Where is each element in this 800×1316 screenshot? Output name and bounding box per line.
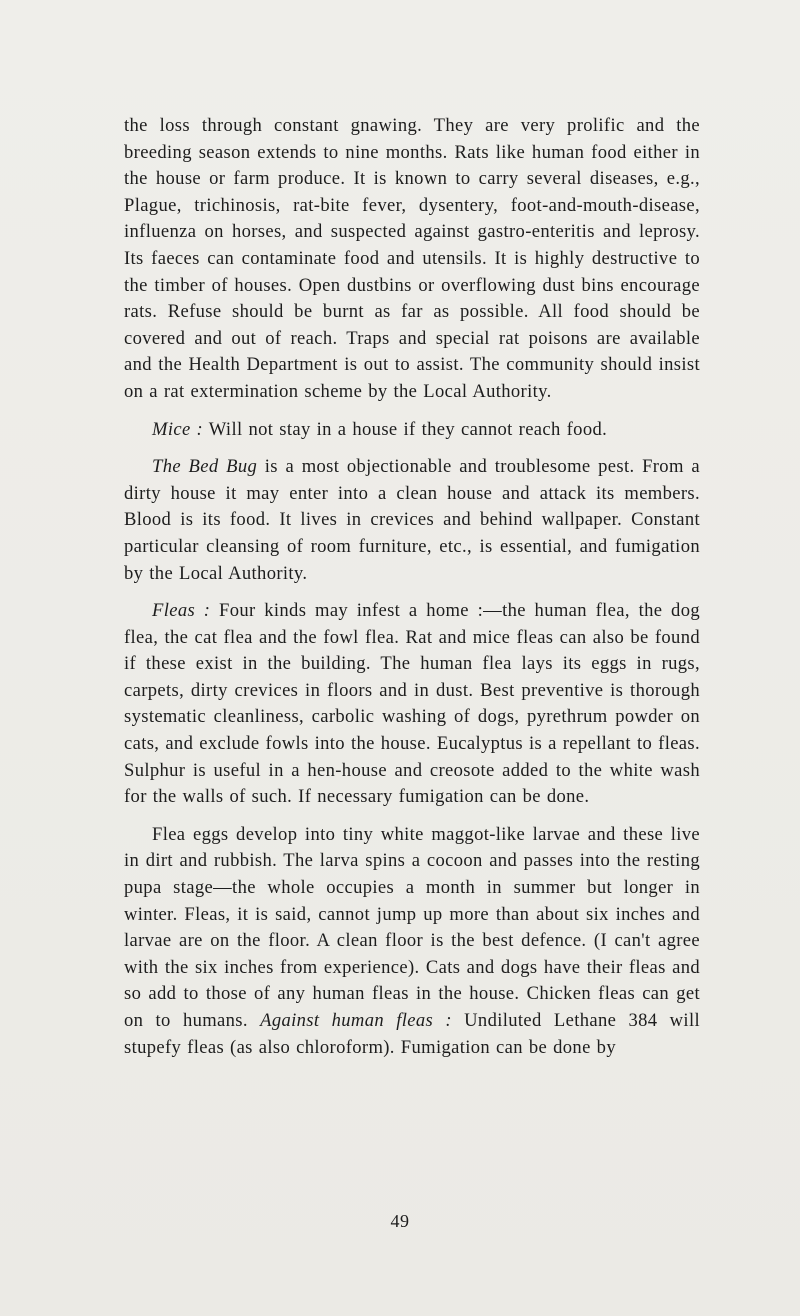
paragraph-heading: Against human fleas : [260, 1010, 452, 1031]
paragraph-text: Flea eggs develop into tiny white maggot-like larvae and these live in dirt and rubbish. The larva spins a cocoon and passes into the resting pupa stage—the whole occupies a month in summer but longer in winter. Fleas, it is said, cannot jump up more than about six inches and larvae are on the floor. A clean floor is the best defence. (I can't agree with the six inches from experience). Cats and dogs have their fleas and so add to those of any human fleas in the house. Chicken fleas can get on to humans. [124, 823, 700, 1031]
paragraph-heading: Mice : [152, 418, 204, 440]
paragraph-text: is a most objectionable and troublesome pest. From a dirty house it may enter into a clean house and attack its members. Blood is its food. It lives in crevices and behind wallpaper. Constant particular cleansing of room furniture, etc., is essential, and fumigation by the Local Authority. [124, 456, 700, 584]
paragraph-text: Will not stay in a house if they cannot reach food. [203, 418, 608, 440]
paragraph-text: Undiluted Lethane 384 will stupefy fleas (as also chloroform). Fumigation can be done by [124, 1010, 700, 1058]
page-number: 49 [390, 1211, 410, 1231]
paragraph-heading: Fleas : [152, 600, 211, 622]
paragraph-text: Four kinds may infest a home :—the human flea, the dog flea, the cat flea and the fowl flea. Rat and mice fleas can also be found if these exist in the building. The human flea lays its eggs in rugs, carpets, dirty crevices in floors and in dust. Best preventive is thorough systematic cleanliness, carbolic washing of dogs, pyrethrum powder on cats, and exclude fowls into the house. Eucalyptus is a repellant to fleas. Sulphur is useful in a hen-house and creosote added to the white wash for the walls of such. If necessary fumigation can be done. [124, 600, 700, 808]
paragraph-mice [124, 417, 700, 444]
paragraph-text: the loss through constant gnawing. They are very prolific and the breeding season extends to nine months. Rats like human food either in the house or farm produce. It is known to carry several diseases, e.g., Plague, trichinosis, rat-bite fever, dysentery, foot-and-mouth-disease, influenza on horses, and suspected against gastro-enteritis and leprosy. Its faeces can contaminate food and utensils. It is highly destructive to the timber of houses. Open dustbins or overflowing dust bins encourage rats. Refuse should be burnt as far as possible. All food should be covered and out of reach. Traps and special rat poisons are available and the Health Department is out to assist. The community should insist on a rat extermination scheme by the Local Authority. [124, 115, 700, 402]
body-text [124, 113, 700, 1061]
paragraph-heading: The Bed Bug [152, 456, 258, 478]
paragraph-flea-eggs [124, 822, 700, 1061]
paragraph-bed-bug [124, 454, 700, 587]
paragraph-rats [124, 113, 700, 406]
paragraph-fleas [124, 598, 700, 811]
